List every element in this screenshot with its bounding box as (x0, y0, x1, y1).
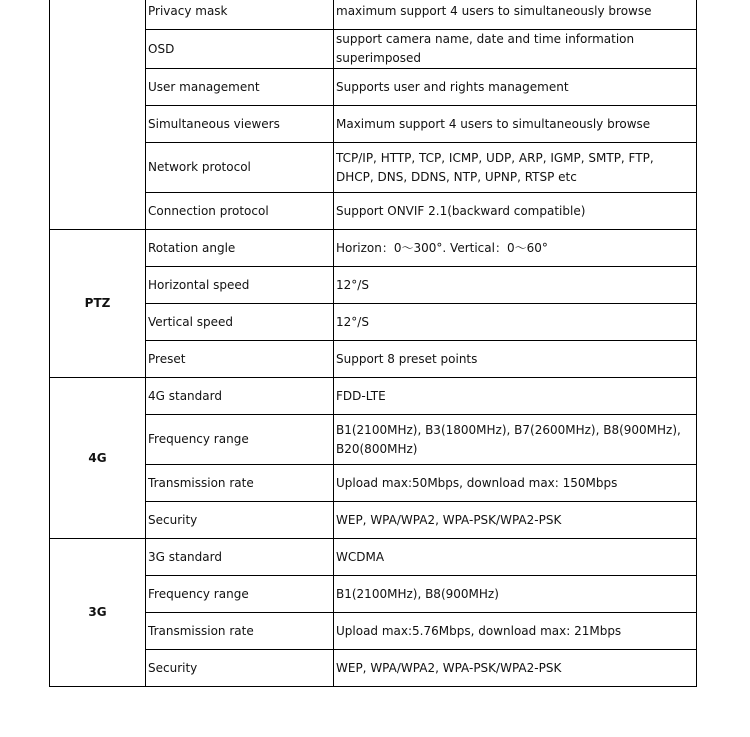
param-cell: Rotation angle (146, 230, 334, 267)
value-cell: Horizon：0～300°. Vertical：0～60° (334, 230, 697, 267)
value-cell: Upload max:50Mbps, download max: 150Mbps (334, 465, 697, 502)
table-row (50, 304, 697, 341)
table-row (50, 267, 697, 304)
table-row (50, 30, 697, 69)
value-cell: B1(2100MHz), B8(900MHz) (334, 576, 697, 613)
spec-table (49, 0, 697, 687)
table-row (50, 378, 697, 415)
value-cell: support camera name, date and time information superimposed (334, 30, 697, 69)
param-cell: Connection protocol (146, 193, 334, 230)
param-cell: Transmission rate (146, 465, 334, 502)
param-cell: Security (146, 650, 334, 687)
param-cell: Vertical speed (146, 304, 334, 341)
param-cell: Preset (146, 341, 334, 378)
value-cell: Upload max:5.76Mbps, download max: 21Mbps (334, 613, 697, 650)
param-cell: Simultaneous viewers (146, 106, 334, 143)
category-cell: PTZ (50, 230, 146, 378)
param-cell: 3G standard (146, 539, 334, 576)
value-cell: Support 8 preset points (334, 341, 697, 378)
table-row (50, 576, 697, 613)
table-row (50, 69, 697, 106)
param-cell: Frequency range (146, 576, 334, 613)
category-cell: 4G (50, 378, 146, 539)
table-row (50, 106, 697, 143)
value-cell: B1(2100MHz), B3(1800MHz), B7(2600MHz), B8(900MHz), B20(800MHz) (334, 415, 697, 465)
table-row (50, 230, 697, 267)
table-row (50, 193, 697, 230)
table-row (50, 539, 697, 576)
value-cell: 12°/S (334, 267, 697, 304)
param-cell: Network protocol (146, 143, 334, 193)
category-cell: 3G (50, 539, 146, 687)
value-cell: FDD-LTE (334, 378, 697, 415)
value-cell: WCDMA (334, 539, 697, 576)
table-row (50, 650, 697, 687)
table-row (50, 0, 697, 30)
value-cell: Support ONVIF 2.1(backward compatible) (334, 193, 697, 230)
param-cell: Horizontal speed (146, 267, 334, 304)
table-row (50, 415, 697, 465)
param-cell: Transmission rate (146, 613, 334, 650)
param-cell: 4G standard (146, 378, 334, 415)
value-cell: Supports user and rights management (334, 69, 697, 106)
value-cell: Maximum support 4 users to simultaneously browse (334, 106, 697, 143)
table-row (50, 143, 697, 193)
value-cell: 12°/S (334, 304, 697, 341)
param-cell: User management (146, 69, 334, 106)
table-row (50, 341, 697, 378)
param-cell: OSD (146, 30, 334, 69)
param-cell: Frequency range (146, 415, 334, 465)
table-row (50, 465, 697, 502)
param-cell: Privacy mask (146, 0, 334, 30)
value-cell: maximum support 4 users to simultaneously browse (334, 0, 697, 30)
value-cell: WEP, WPA/WPA2, WPA-PSK/WPA2-PSK (334, 502, 697, 539)
value-cell: TCP/IP, HTTP, TCP, ICMP, UDP, ARP, IGMP, SMTP, FTP, DHCP, DNS, DDNS, NTP, UPNP, RTSP etc (334, 143, 697, 193)
param-cell: Security (146, 502, 334, 539)
table-row (50, 613, 697, 650)
value-cell: WEP, WPA/WPA2, WPA-PSK/WPA2-PSK (334, 650, 697, 687)
category-cell (50, 0, 146, 230)
table-row (50, 502, 697, 539)
